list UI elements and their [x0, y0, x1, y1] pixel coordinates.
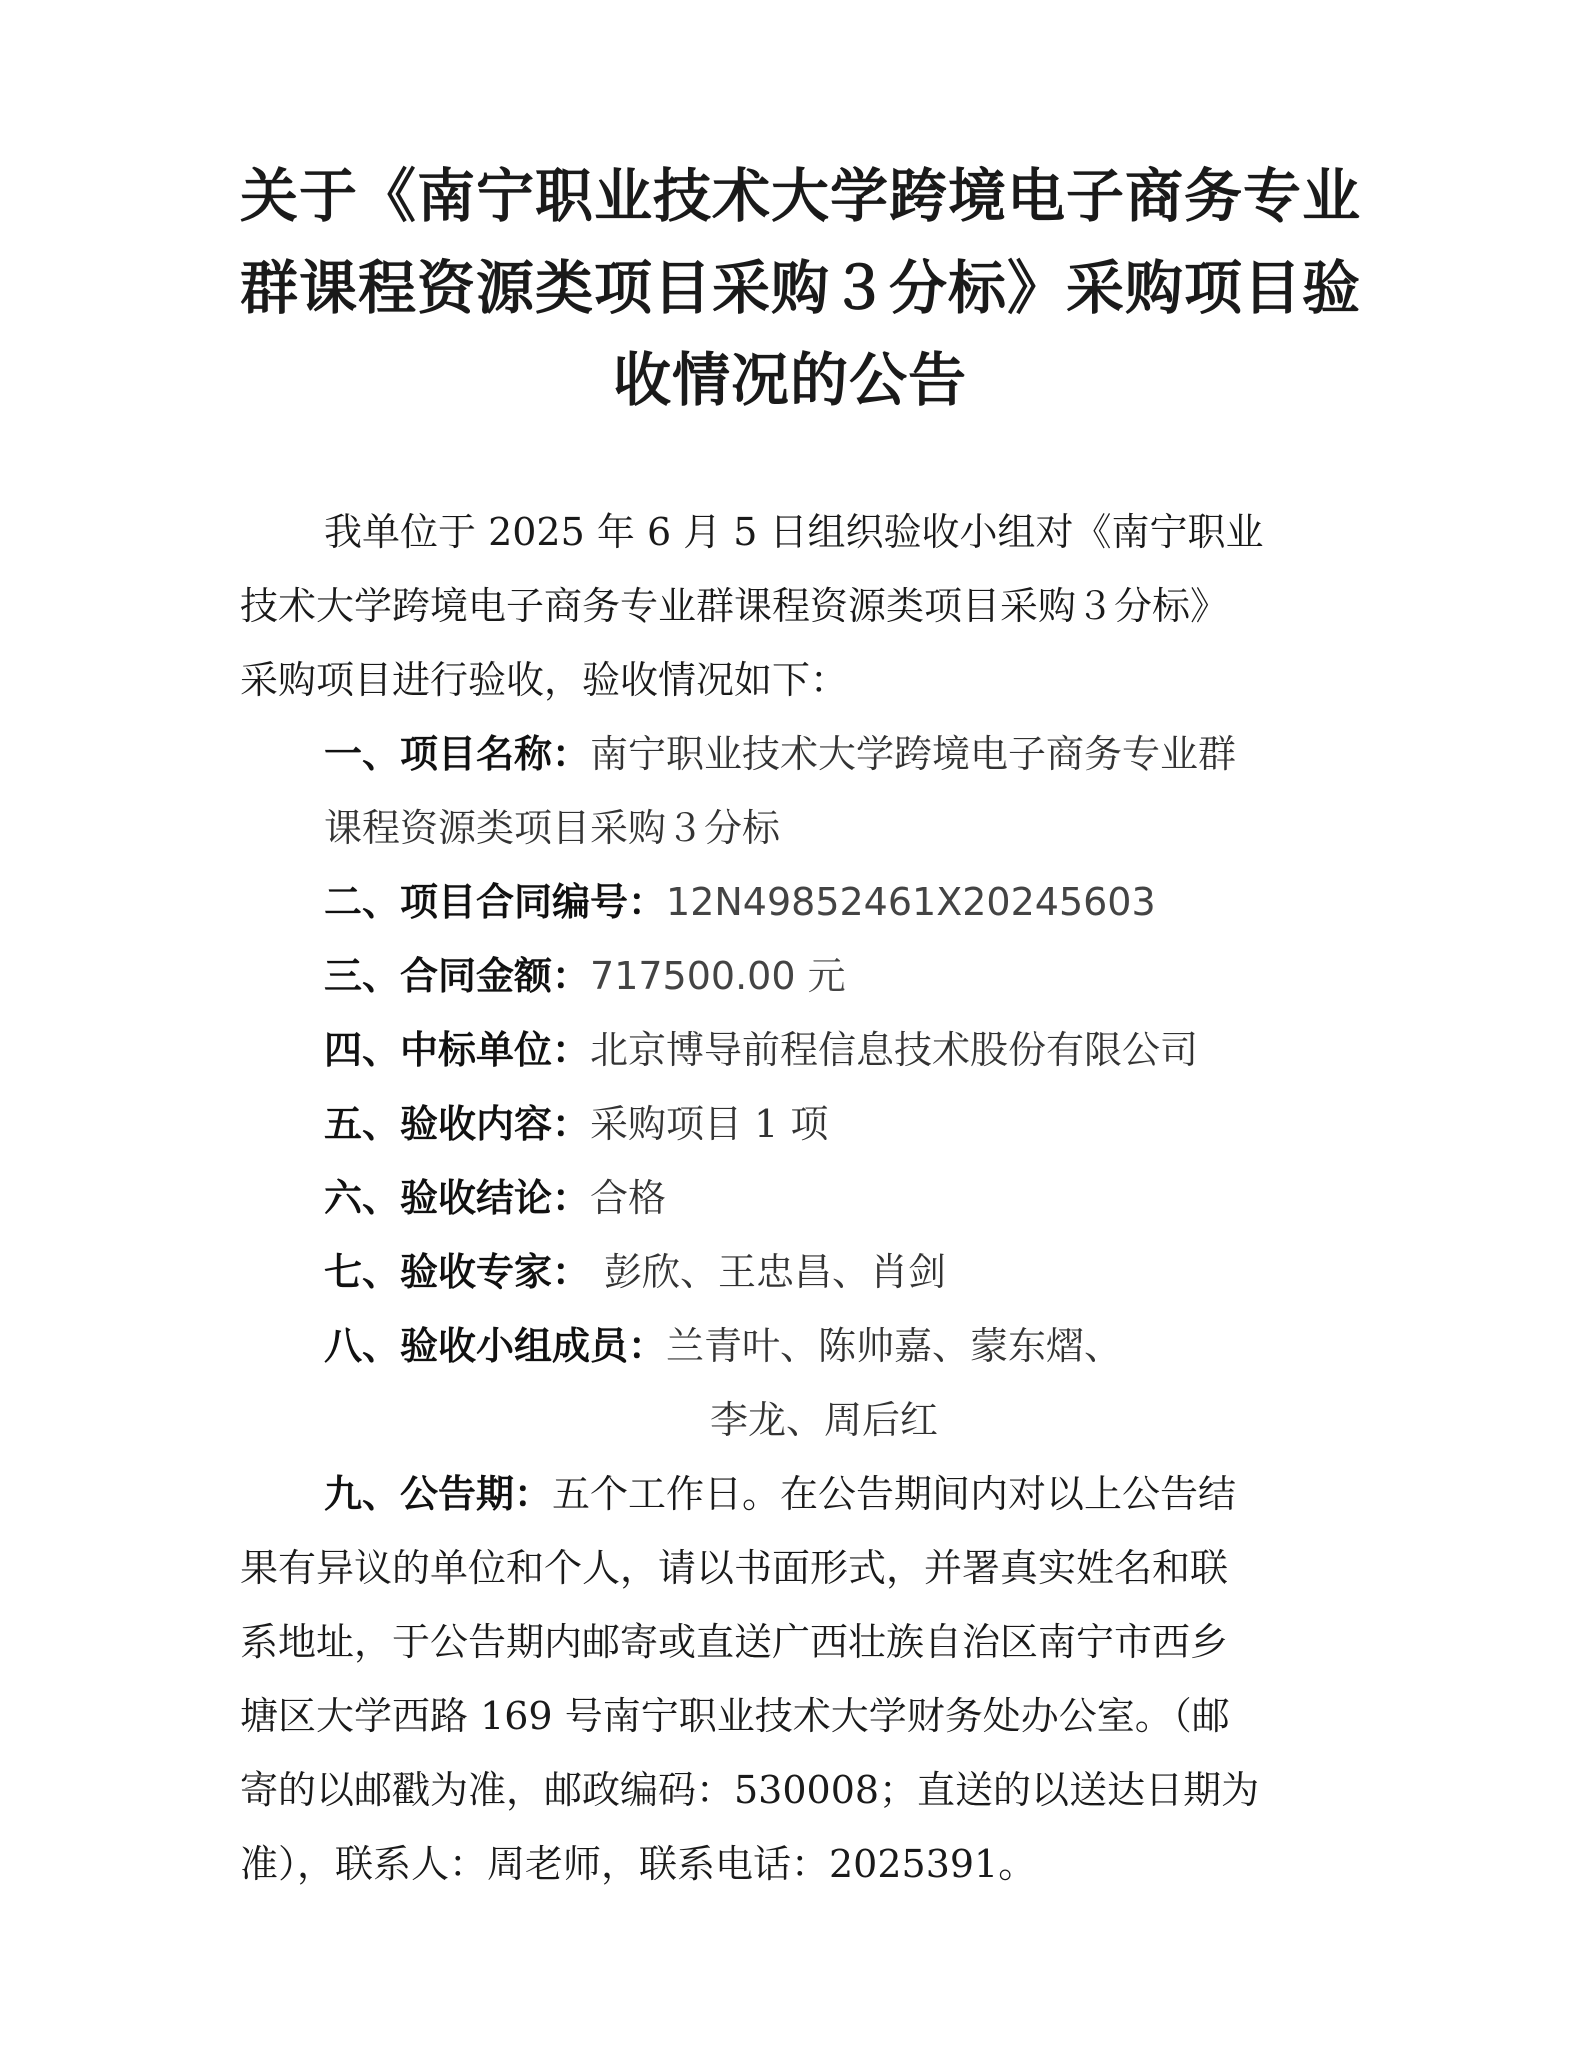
item-experts — [240, 1235, 1340, 1309]
document-title — [240, 150, 1362, 426]
conclusion-label: 六、验收结论： — [324, 1176, 591, 1220]
notice-line-3: 系地址，于公告期内邮寄或直送广西壮族自治区南宁市西乡 — [240, 1620, 1229, 1664]
item-content — [240, 1087, 1340, 1161]
item-members — [240, 1309, 1340, 1383]
content-label: 五、验收内容： — [324, 1102, 591, 1146]
amount-value: 717500.00 元 — [590, 954, 846, 998]
item-conclusion — [240, 1161, 1340, 1235]
item-project-name — [240, 717, 1340, 791]
notice-line-1 — [240, 1457, 1340, 1531]
members-label: 八、验收小组成员： — [324, 1324, 667, 1368]
contract-no-value: 12N49852461X20245603 — [666, 880, 1156, 924]
notice-line-5: 寄的以邮戳为准，邮政编码：530008；直送的以送达日期为 — [240, 1768, 1260, 1812]
contract-no-label: 二、项目合同编号： — [324, 880, 667, 924]
content-value: 采购项目 1 项 — [590, 1102, 829, 1146]
intro-line-2: 技术大学跨境电子商务专业群课程资源类项目采购３分标》 — [240, 584, 1229, 628]
document-body — [240, 495, 1340, 1901]
item-contract-no — [240, 865, 1340, 939]
intro-line-3: 采购项目进行验收，验收情况如下： — [240, 658, 849, 702]
notice-line-6: 准），联系人：周老师，联系电话：2025391。 — [240, 1842, 1037, 1886]
notice-text-1: 五个工作日。在公告期间内对以上公告结 — [552, 1472, 1237, 1516]
title-line-1: 关于《南宁职业技术大学跨境电子商务专业 — [240, 162, 1362, 230]
notice-line-2: 果有异议的单位和个人，请以书面形式，并署真实姓名和联 — [240, 1546, 1229, 1590]
experts-label: 七、验收专家： — [324, 1250, 591, 1294]
winner-value: 北京博导前程信息技术股份有限公司 — [590, 1028, 1199, 1072]
amount-label: 三、合同金额： — [324, 954, 591, 998]
title-line-2: 群课程资源类项目采购３分标》采购项目验 — [240, 254, 1362, 322]
notice-label: 九、公告期： — [324, 1472, 553, 1516]
intro-line-1: 我单位于 2025 年 6 月 5 日组织验收小组对《南宁职业 — [324, 510, 1264, 554]
members-value: 兰青叶、陈帅嘉、蒙东熠、 — [666, 1324, 1123, 1368]
project-name-label: 一、项目名称： — [324, 732, 591, 776]
experts-value: 彭欣、王忠昌、肖剑 — [604, 1250, 947, 1294]
conclusion-value: 合格 — [590, 1176, 667, 1220]
members-value-cont: 李龙、周后红 — [710, 1398, 939, 1442]
notice-line-4: 塘区大学西路 169 号南宁职业技术大学财务处办公室。（邮 — [240, 1694, 1230, 1738]
project-name-value: 南宁职业技术大学跨境电子商务专业群 — [590, 732, 1237, 776]
title-line-3: 收情况的公告 — [612, 346, 967, 414]
item-winner — [240, 1013, 1340, 1087]
winner-label: 四、中标单位： — [324, 1028, 591, 1072]
item-amount — [240, 939, 1340, 1013]
project-name-value-cont: 课程资源类项目采购３分标 — [324, 806, 781, 850]
